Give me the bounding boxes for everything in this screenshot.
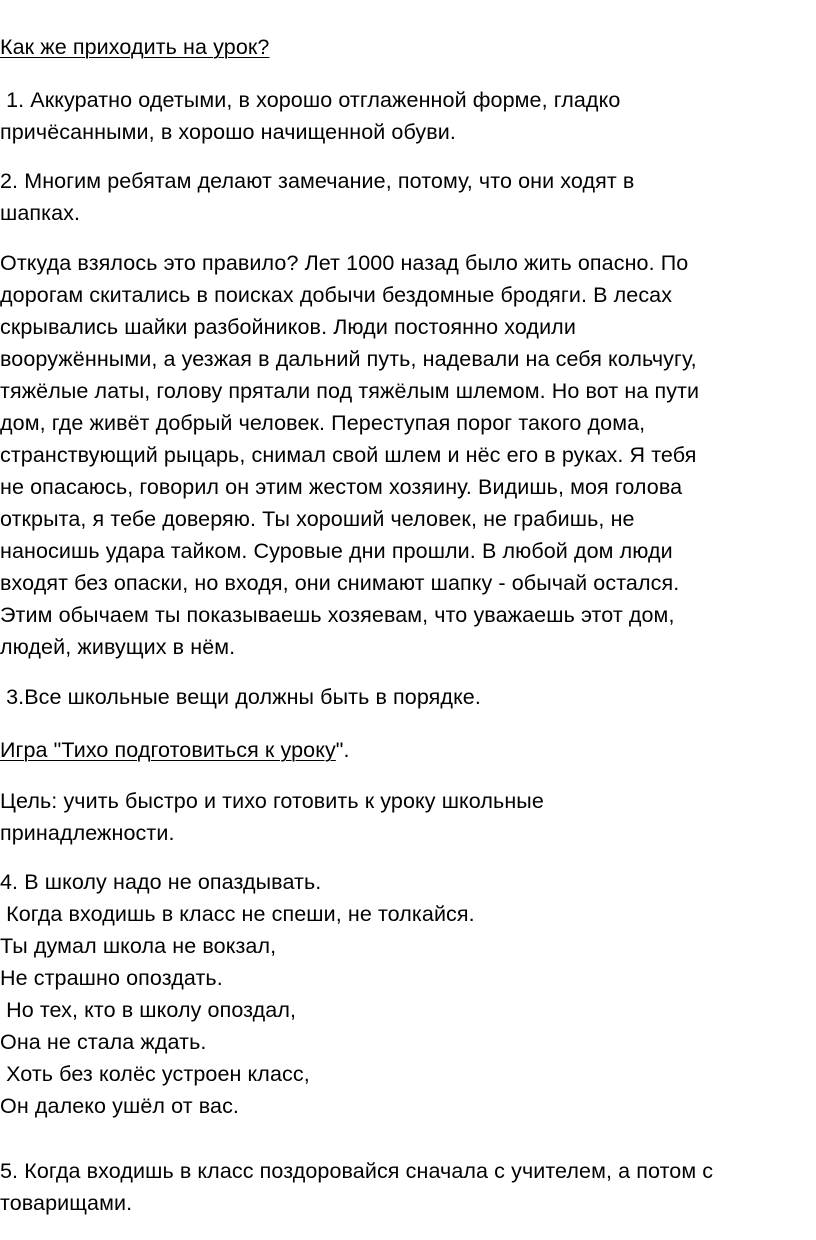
story-line: открыта, я тебе доверяю. Ты хороший человек, не грабишь, не <box>0 507 635 531</box>
rule-5-line-2: товарищами. <box>0 1191 133 1215</box>
rule-5-line-1: 5. Когда входишь в класс поздоровайся сначала с учителем, а потом с <box>0 1159 714 1183</box>
rule-4-line: 4. В школу надо не опаздывать. <box>0 870 322 894</box>
rule-4-paragraph <box>0 866 814 1122</box>
story-line: Этим обычаем ты показываешь хозяевам, что уважаешь этот дом, <box>0 603 675 627</box>
story-line: людей, живущих в нём. <box>0 635 236 659</box>
poem-line: Он далеко ушёл от вас. <box>0 1094 239 1118</box>
poem-line: Когда входишь в класс не спеши, не толкайся. <box>0 902 475 926</box>
title-text: Как же приходить на урок? <box>0 35 270 59</box>
story-line: странствующий рыцарь, снимал свой шлем и нёс его в руках. Я тебя <box>0 443 697 467</box>
story-line: скрывались шайки разбойников. Люди постоянно ходили <box>0 315 576 339</box>
poem-line: Не страшно опоздать. <box>0 966 223 990</box>
rule-3-paragraph <box>0 681 814 713</box>
game-heading <box>0 734 814 766</box>
story-line: Откуда взялось это правило? Лет 1000 назад было жить опасно. По <box>0 251 689 275</box>
goal-line-1: Цель: учить быстро и тихо готовить к уроку школьные <box>0 789 544 813</box>
rule-1-line-2: причёсанными, в хорошо начищенной обуви. <box>0 120 456 144</box>
story-line: дорогам скитались в поисках добычи бездомные бродяги. В лесах <box>0 283 673 307</box>
rule-2-line-2: шапках. <box>0 201 81 225</box>
story-line: вооружёнными, а уезжая в дальний путь, надевали на себя кольчугу, <box>0 347 697 371</box>
story-line: тяжёлые латы, голову прятали под тяжёлым шлемом. Но вот на пути <box>0 379 700 403</box>
rule-2-paragraph <box>0 165 814 229</box>
rule-5-paragraph <box>0 1155 814 1219</box>
story-line: не опасаюсь, говорил он этим жестом хозяину. Видишь, моя голова <box>0 475 683 499</box>
rule-3-line: 3.Все школьные вещи должны быть в порядке. <box>0 685 481 709</box>
poem-line: Но тех, кто в школу опоздал, <box>0 998 297 1022</box>
document-title <box>0 31 814 63</box>
poem-line: Хоть без колёс устроен класс, <box>0 1062 310 1086</box>
game-title-rest: ". <box>335 738 350 762</box>
story-line: входят без опаски, но входя, они снимают шапку - обычай остался. <box>0 571 680 595</box>
rule-1-paragraph <box>0 84 814 148</box>
story-paragraph <box>0 247 814 663</box>
goal-paragraph <box>0 785 814 849</box>
poem-line: Она не стала ждать. <box>0 1030 207 1054</box>
goal-line-2: принадлежности. <box>0 821 175 845</box>
story-line: дом, где живёт добрый человек. Переступая порог такого дома, <box>0 411 646 435</box>
poem-line: Ты думал школа не вокзал, <box>0 934 277 958</box>
story-line: наносишь удара тайком. Суровые дни прошли. В любой дом люди <box>0 539 673 563</box>
game-title-underlined: Игра "Тихо подготовиться к уроку <box>0 738 336 762</box>
rule-2-line-1: 2. Многим ребятам делают замечание, потому, что они ходят в <box>0 169 635 193</box>
rule-1-line-1: 1. Аккуратно одетыми, в хорошо отглаженной форме, гладко <box>0 88 621 112</box>
